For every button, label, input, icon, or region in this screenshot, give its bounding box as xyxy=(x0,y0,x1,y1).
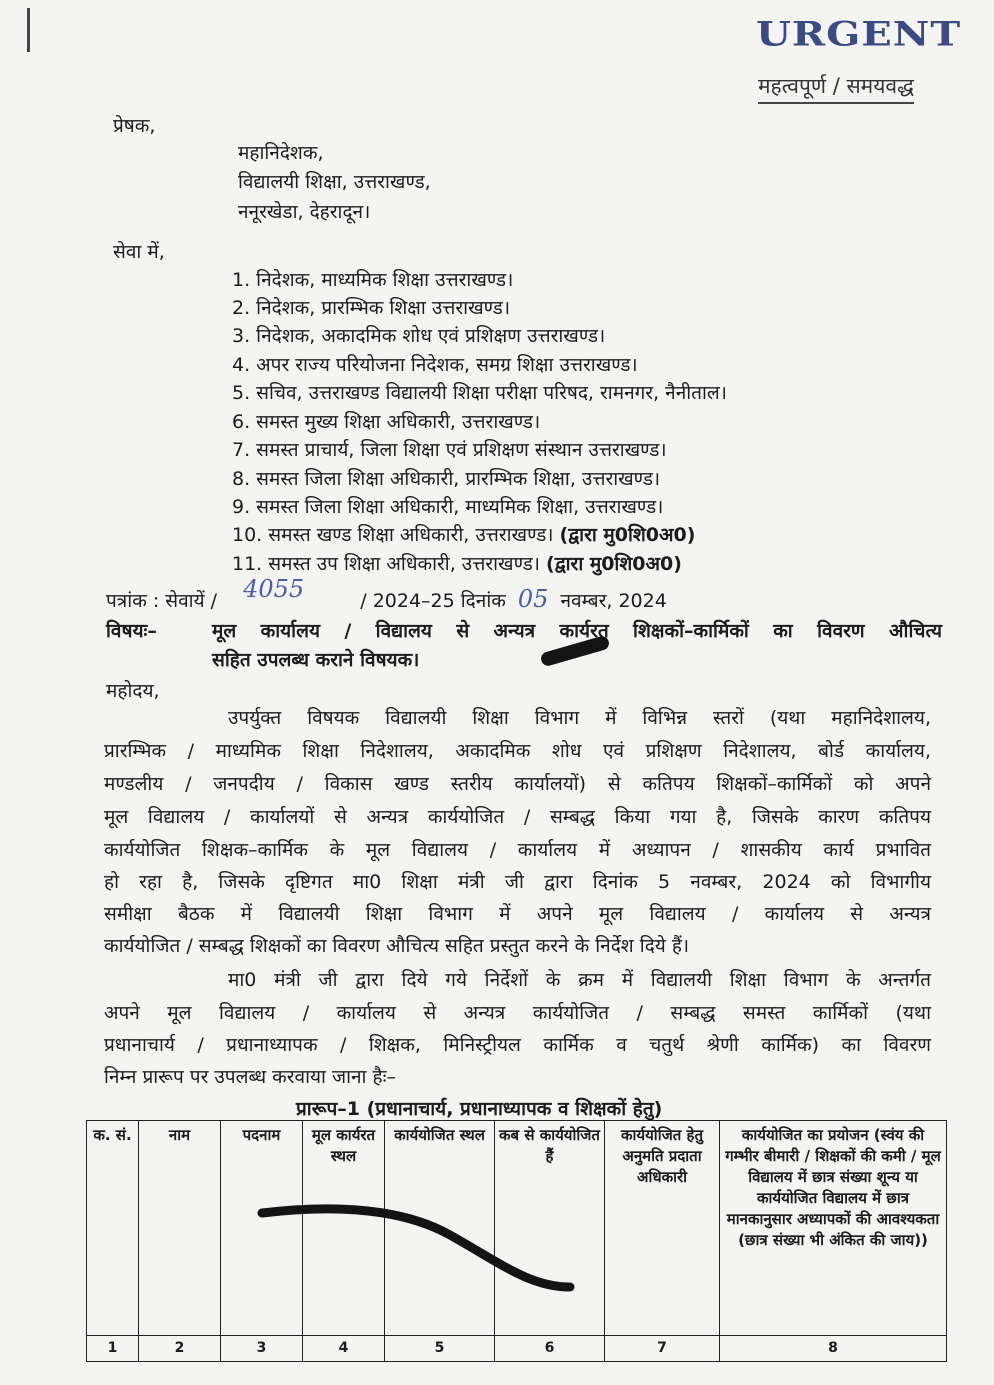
table-header-cell: कार्ययोजित का प्रयोजन (स्वंय की गम्भीर बीमारी / शिक्षकों की कमी / मूल विद्यालय में छात्र संख्या शून्य या कार्ययोजित विद्यालय में छात्र मानकानुसार अध्यापकों की आवश्यकता (छात्र संख्या भी अंकित की जाय)) xyxy=(720,1121,947,1336)
reference-line xyxy=(106,575,667,613)
recipient-item-6: 6. समस्त मुख्य शिक्षा अधिकारी, उत्तराखण्ड। xyxy=(232,411,541,433)
recipient-item-5: 5. सचिव, उत्तराखण्ड विद्यालयी शिक्षा परीक्षा परिषद, रामनगर, नैनीताल। xyxy=(232,382,728,404)
para2-line-4: निम्न प्रारूप पर उपलब्ध करवाया जाना हैः– xyxy=(104,1066,396,1088)
recipients-label: सेवा में, xyxy=(113,241,165,263)
para1-line-4: मूल विद्यालय / कार्यालयों से अन्यत्र कार्ययोजित / सम्बद्ध किया गया है, जिसके कारण कतिपय xyxy=(104,806,931,828)
table-number-cell: 5 xyxy=(385,1336,495,1362)
table-header-cell: कार्ययोजित स्थल xyxy=(385,1121,495,1336)
recipient-item-11-text: 11. समस्त उप शिक्षा अधिकारी, उत्तराखण्ड। xyxy=(232,553,540,575)
reference-prefix: पत्रांक : सेवायें / xyxy=(106,590,218,612)
sender-line-1: महानिदेशक, xyxy=(238,142,324,164)
table-number-cell: 6 xyxy=(495,1336,605,1362)
urgent-stamp-subtitle: महत्वपूर्ण / समयवद्ध xyxy=(758,72,914,104)
table-number-cell: 7 xyxy=(605,1336,720,1362)
table-header-cell: कार्ययोजित हेतु अनुमति प्रदाता अधिकारी xyxy=(605,1121,720,1336)
recipient-item-3: 3. निदेशक, अकादमिक शोध एवं प्रशिक्षण उत्तराखण्ड। xyxy=(232,325,606,347)
para1-line-8: कार्ययोजित / सम्बद्ध शिक्षकों का विवरण औचित्य सहित प्रस्तुत करने के निर्देश दिये हैं। xyxy=(104,935,690,957)
sender-line-3: ननूरखेडा, देहरादून। xyxy=(238,201,371,223)
recipient-item-11 xyxy=(232,550,682,576)
para1-line-5: कार्ययोजित शिक्षक–कार्मिक के मूल विद्यालय / कार्यालय में अध्यापन / शासकीय कार्य प्रभावित xyxy=(104,839,931,861)
table-number-cell: 2 xyxy=(139,1336,221,1362)
reference-number-handwritten: 4055 xyxy=(243,575,305,603)
table-number-cell: 8 xyxy=(720,1336,947,1362)
subject-label: विषयः– xyxy=(106,620,157,642)
table-header-cell: कब से कार्ययोजित हैं xyxy=(495,1121,605,1336)
table-number-row xyxy=(87,1336,947,1362)
para2-line-2: अपने मूल विद्यालय / कार्यालय से अन्यत्र कार्ययोजित / सम्बद्ध समस्त कार्मिकों (यथा xyxy=(104,1002,931,1024)
recipient-item-2: 2. निदेशक, प्रारम्भिक शिक्षा उत्तराखण्ड। xyxy=(232,297,511,319)
table-header-cell: नाम xyxy=(139,1121,221,1336)
sender-line-2: विद्यालयी शिक्षा, उत्तराखण्ड, xyxy=(238,171,431,193)
para1-line-6: हो रहा है, जिसके दृष्टिगत मा0 शिक्षा मंत्री जी द्वारा दिनांक 5 नवम्बर, 2024 को विभागीय xyxy=(104,871,931,893)
recipient-item-9: 9. समस्त जिला शिक्षा अधिकारी, माध्यमिक शिक्षा, उत्तराखण्ड। xyxy=(232,496,664,518)
recipient-item-10-text: 10. समस्त खण्ड शिक्षा अधिकारी, उत्तराखण्ड। xyxy=(232,524,554,546)
pen-strike-mark xyxy=(250,1195,590,1305)
para1-line-7: समीक्षा बैठक में विद्यालयी शिक्षा विभाग में अपने मूल विद्यालय / कार्यालय से अन्यत्र xyxy=(104,903,931,925)
reference-middle: / 2024–25 दिनांक xyxy=(360,590,506,612)
urgent-stamp: URGENT xyxy=(756,14,962,54)
recipient-item-1: 1. निदेशक, माध्यमिक शिक्षा उत्तराखण्ड। xyxy=(232,269,514,291)
table-number-cell: 3 xyxy=(221,1336,303,1362)
reference-suffix: नवम्बर, 2024 xyxy=(560,590,667,612)
salutation: महोदय, xyxy=(106,680,160,702)
para1-line-2: प्रारम्भिक / माध्यमिक शिक्षा निदेशालय, अकादमिक शोध एवं प्रशिक्षण निदेशालय, बोर्ड कार्यालय, xyxy=(104,740,931,762)
subject-line-1: मूल कार्यालय / विद्यालय से अन्यत्र कार्यरत शिक्षकों–कार्मिकों का विवरण औचित्य xyxy=(212,620,942,642)
subject-line-2: सहित उपलब्ध कराने विषयक। xyxy=(212,649,420,671)
para2-line-3: प्रधानाचार्य / प्रधानाध्यापक / शिक्षक, मिनिस्ट्रीयल कार्मिक व चतुर्थ श्रेणी कार्मिक) का विवरण xyxy=(104,1034,931,1056)
para2-line-1: मा0 मंत्री जी द्वारा दिये गये निर्देशों के क्रम में विद्यालयी शिक्षा विभाग के अन्तर्गत xyxy=(228,969,931,991)
recipient-item-10-via: (द्वारा मु0शि0अ0) xyxy=(559,524,696,546)
table-caption: प्रारूप–1 (प्रधानाचार्य, प्रधानाध्यापक व शिक्षकों हेतु) xyxy=(296,1098,663,1120)
table-number-cell: 1 xyxy=(87,1336,139,1362)
recipient-item-10 xyxy=(232,521,695,547)
recipient-item-7: 7. समस्त प्राचार्य, जिला शिक्षा एवं प्रशिक्षण संस्थान उत्तराखण्ड। xyxy=(232,439,667,461)
table-number-cell: 4 xyxy=(303,1336,385,1362)
sender-label: प्रेषक, xyxy=(113,115,156,137)
reference-day-handwritten: 05 xyxy=(517,585,549,613)
para1-line-3: मण्डलीय / जनपदीय / विकास खण्ड स्तरीय कार्यालयों) से कतिपय शिक्षकों–कार्मिकों को अपने xyxy=(104,773,931,795)
table-header-cell: मूल कार्यरत स्थल xyxy=(303,1121,385,1336)
recipient-item-11-via: (द्वारा मु0शि0अ0) xyxy=(546,553,682,575)
table-header-cell: क. सं. xyxy=(87,1121,139,1336)
recipient-item-4: 4. अपर राज्य परियोजना निदेशक, समग्र शिक्षा उत्तराखण्ड। xyxy=(232,354,638,376)
table-header-cell: पदनाम xyxy=(221,1121,303,1336)
recipient-item-8: 8. समस्त जिला शिक्षा अधिकारी, प्रारम्भिक शिक्षा, उत्तराखण्ड। xyxy=(232,468,661,490)
para1-line-1: उपर्युक्त विषयक विद्यालयी शिक्षा विभाग में विभिन्न स्तरों (यथा महानिदेशालय, xyxy=(228,707,931,729)
margin-mark xyxy=(27,8,30,52)
